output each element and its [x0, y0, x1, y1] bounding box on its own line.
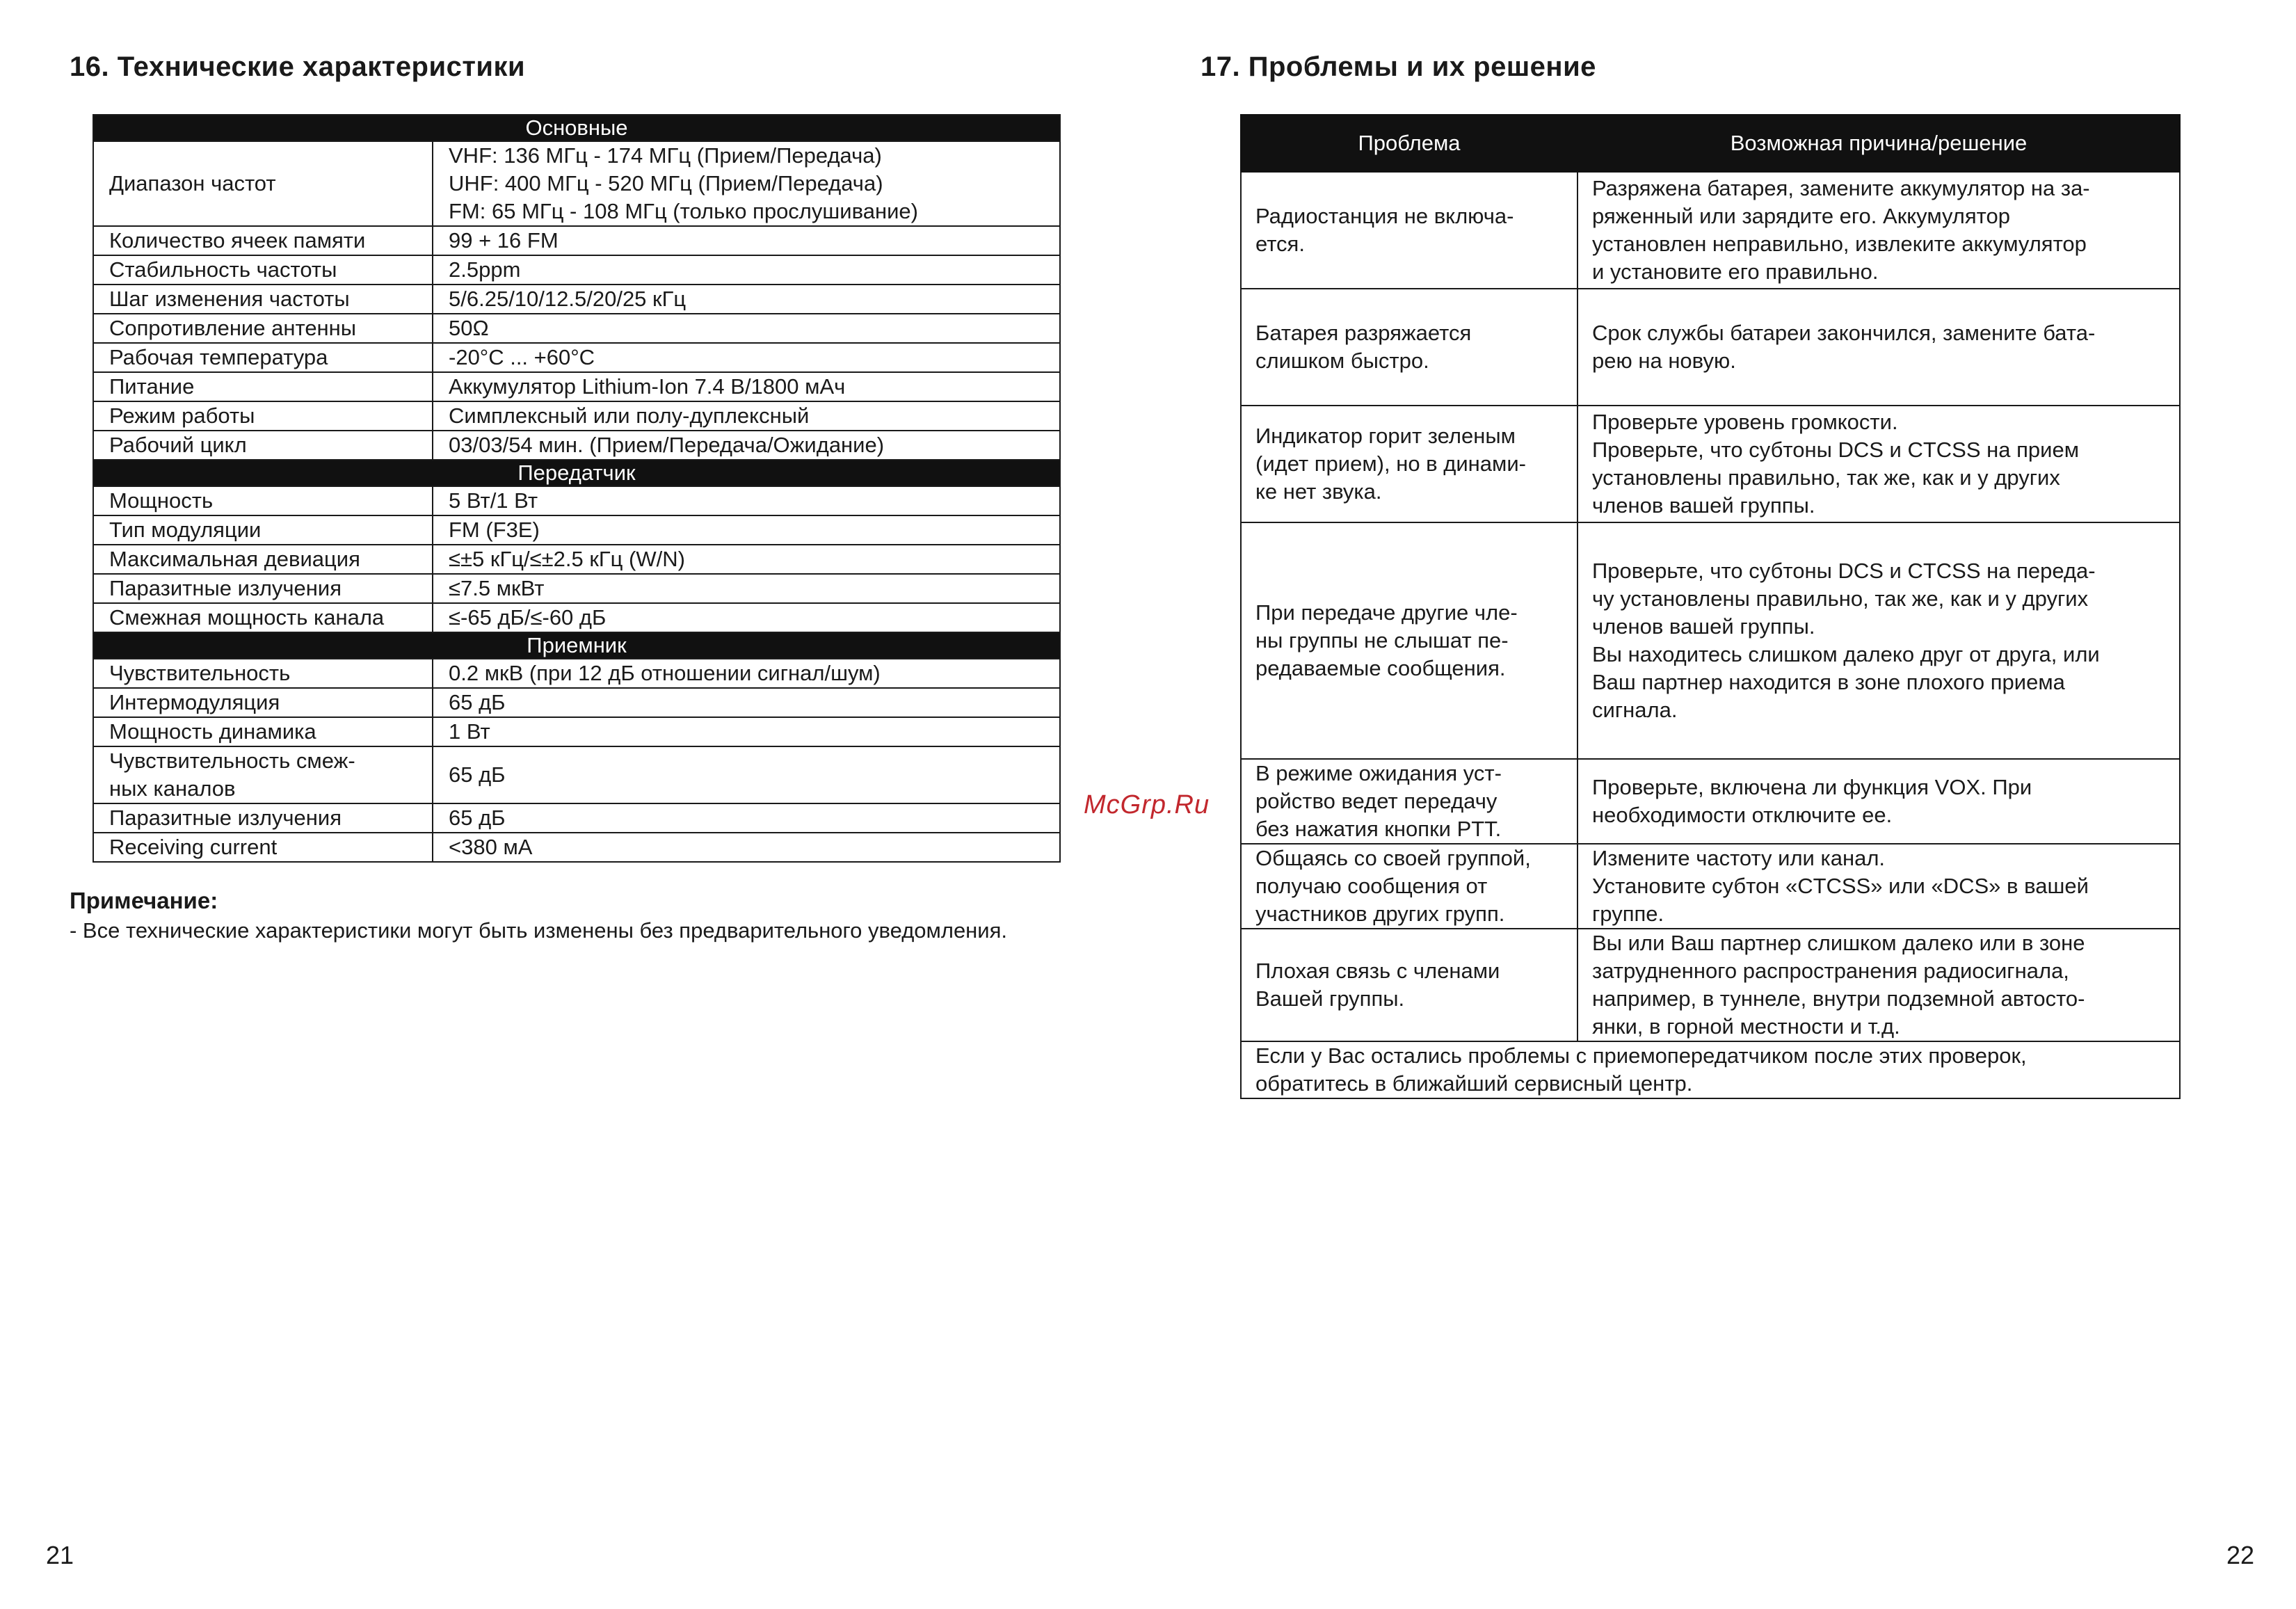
spec-value: [433, 314, 1060, 343]
spec-param: Интермодуляция: [93, 688, 433, 717]
spec-param: Тип модуляции: [93, 515, 433, 545]
spec-value: [433, 803, 1060, 833]
spec-param: Рабочий цикл: [93, 431, 433, 460]
table-row: [1241, 289, 2180, 406]
spec-value-line: Аккумулятор Lithium-Ion 7.4 В/1800 мАч: [449, 374, 846, 399]
spec-value-line: FM (F3E): [449, 518, 540, 542]
solution-line: янки, в горной местности и т.д.: [1592, 1014, 1900, 1039]
section-header: Передатчик: [93, 460, 1060, 486]
spec-row: [93, 343, 1060, 372]
solution-line: Срок службы батареи закончился, замените бата-: [1592, 321, 2096, 345]
spec-value-line: FM: 65 МГц - 108 МГц (только прослушивание): [449, 199, 918, 223]
spec-value-line: 2.5ppm: [449, 257, 521, 282]
table-row: [1241, 844, 2180, 929]
spec-value: [433, 545, 1060, 574]
spec-value-line: 99 + 16 FM: [449, 228, 559, 253]
spec-value-line: 5 Вт/1 Вт: [449, 488, 538, 513]
problem-line: При передаче другие чле-: [1255, 600, 1518, 625]
problem-line: В режиме ожидания уст-: [1255, 761, 1502, 785]
watermark: McGrp.Ru: [1084, 790, 1210, 819]
footer-cell: [1241, 1041, 2180, 1098]
table-row: [1241, 172, 2180, 289]
problem-line: Вашей группы.: [1255, 986, 1405, 1011]
specs-table: [93, 114, 1061, 863]
note-heading: Примечание:: [70, 888, 218, 913]
section-title-specs: 16. Технические характеристики: [70, 51, 526, 82]
problem-line: без нажатия кнопки PTT.: [1255, 817, 1502, 841]
table-row: [1241, 522, 2180, 759]
problem-line: Батарея разряжается: [1255, 321, 1472, 345]
spec-param: Режим работы: [93, 401, 433, 431]
spec-param: [93, 746, 433, 803]
spec-value: [433, 659, 1060, 688]
solution-line: Проверьте, включена ли функция VOX. При: [1592, 775, 2032, 799]
problem-line: ны группы не слышат пе-: [1255, 628, 1509, 653]
spec-row: [93, 141, 1060, 226]
solution-line: сигнала.: [1592, 698, 1678, 722]
solution-cell: [1578, 172, 2180, 289]
spec-param: Мощность динамика: [93, 717, 433, 746]
section-header-row: [93, 632, 1060, 659]
problem-cell: [1241, 289, 1578, 406]
spec-value-line: -20°C ... +60°C: [449, 345, 595, 369]
spec-row: [93, 833, 1060, 862]
solution-cell: [1578, 844, 2180, 929]
spec-row: [93, 401, 1060, 431]
problem-line: ке нет звука.: [1255, 479, 1382, 504]
problem-line: редаваемые сообщения.: [1255, 656, 1506, 680]
solution-cell: [1578, 759, 2180, 844]
solution-line: необходимости отключите ее.: [1592, 803, 1893, 827]
spec-value-line: 65 дБ: [449, 806, 506, 830]
spec-param: Receiving current: [93, 833, 433, 862]
problem-line: получаю сообщения от: [1255, 874, 1488, 898]
section-title-troubleshooting: 17. Проблемы и их решение: [1201, 51, 1596, 82]
spec-value-line: ≤±5 кГц/≤±2.5 кГц (W/N): [449, 547, 685, 571]
spec-param: Диапазон частот: [93, 141, 433, 226]
page-number-right: 22: [2226, 1541, 2254, 1569]
section-header-row: [93, 460, 1060, 486]
spec-param: Количество ячеек памяти: [93, 226, 433, 255]
spec-row: [93, 314, 1060, 343]
solution-cell: [1578, 929, 2180, 1041]
solution-line: Разряжена батарея, замените аккумулятор на за-: [1592, 176, 2090, 200]
section-header: Основные: [93, 115, 1060, 141]
spec-row: [93, 574, 1060, 603]
solution-line: Вы или Ваш партнер слишком далеко или в зоне: [1592, 931, 2085, 955]
spec-row: [93, 603, 1060, 632]
spec-value-line: 5/6.25/10/12.5/20/25 кГц: [449, 287, 687, 311]
column-header-problem: Проблема: [1241, 115, 1578, 172]
spec-value: [433, 255, 1060, 285]
spec-value-line: 0.2 мкВ (при 12 дБ отношении сигнал/шум): [449, 661, 881, 685]
solution-line: затрудненного распространения радиосигнала,: [1592, 959, 2069, 983]
solution-line: Измените частоту или канал.: [1592, 846, 1886, 870]
spec-row: [93, 803, 1060, 833]
spec-row: [93, 255, 1060, 285]
solution-line: Ваш партнер находится в зоне плохого приема: [1592, 670, 2065, 694]
solution-cell: [1578, 289, 2180, 406]
solution-line: чу установлены правильно, так же, как и у других: [1592, 586, 2089, 611]
table-row: [1241, 929, 2180, 1041]
solution-line: членов вашей группы.: [1592, 614, 1815, 639]
spec-value: [433, 574, 1060, 603]
spec-value: [433, 431, 1060, 460]
solution-line: установлены правильно, так же, как и у других: [1592, 465, 2060, 490]
spec-value: [433, 717, 1060, 746]
spec-value-line: 50Ω: [449, 316, 489, 340]
problem-line: участников других групп.: [1255, 902, 1505, 926]
solution-line: Проверьте уровень громкости.: [1592, 410, 1898, 434]
spec-value-line: <380 мА: [449, 835, 533, 859]
problem-line: Плохая связь с членами: [1255, 959, 1500, 983]
solution-cell: [1578, 406, 2180, 522]
spec-param: Шаг изменения частоты: [93, 285, 433, 314]
troubleshooting-table: [1240, 114, 2181, 1099]
problem-line: Радиостанция не включа-: [1255, 204, 1514, 228]
spec-param: Паразитные излучения: [93, 574, 433, 603]
solution-line: Вы находитесь слишком далеко друг от друга, или: [1592, 642, 2100, 666]
problem-cell: [1241, 522, 1578, 759]
spec-param: Паразитные излучения: [93, 803, 433, 833]
spec-value-line: 03/03/54 мин. (Прием/Передача/Ожидание): [449, 433, 885, 457]
spec-value: [433, 833, 1060, 862]
solution-line: Проверьте, что субтоны DCS и CTCSS на переда-: [1592, 559, 2096, 583]
section-header-row: [93, 115, 1060, 141]
table-row: [1241, 406, 2180, 522]
problem-line: ройство ведет передачу: [1255, 789, 1498, 813]
footer-line: обратитесь в ближайший сервисный центр.: [1255, 1071, 1693, 1096]
spec-row: [93, 372, 1060, 401]
spec-value-line: 1 Вт: [449, 719, 490, 744]
spec-param: Сопротивление антенны: [93, 314, 433, 343]
solution-line: Проверьте, что субтоны DCS и CTCSS на прием: [1592, 438, 2080, 462]
note-text: - Все технические характеристики могут быть изменены без предварительного уведомления.: [70, 918, 1008, 943]
spec-value: [433, 285, 1060, 314]
spec-row: [93, 717, 1060, 746]
table-row: [1241, 759, 2180, 844]
spec-value: [433, 486, 1060, 515]
section-header: Приемник: [93, 632, 1060, 659]
problem-cell: [1241, 406, 1578, 522]
footer-row: [1241, 1041, 2180, 1098]
solution-line: группе.: [1592, 902, 1664, 926]
spec-value-line: 65 дБ: [449, 690, 506, 714]
spec-value: [433, 688, 1060, 717]
spec-row: [93, 545, 1060, 574]
spec-row: [93, 746, 1060, 803]
spec-value-line: UHF: 400 МГц - 520 МГц (Прием/Передача): [449, 171, 883, 195]
spec-value-line: Симплексный или полу-дуплексный: [449, 403, 810, 428]
footer-line: Если у Вас остались проблемы с приемопередатчиком после этих проверок,: [1255, 1043, 2027, 1068]
spec-value: [433, 141, 1060, 226]
table-header-row: [1241, 115, 2180, 172]
spec-row: [93, 659, 1060, 688]
spec-row: [93, 688, 1060, 717]
spec-value-line: ≤7.5 мкВт: [449, 576, 545, 600]
spec-value: [433, 401, 1060, 431]
spec-param-line: ных каналов: [109, 776, 236, 801]
spec-row: [93, 486, 1060, 515]
solution-line: например, в туннеле, внутри подземной автосто-: [1592, 986, 2085, 1011]
problem-cell: [1241, 929, 1578, 1041]
solution-line: установлен неправильно, извлеките аккумулятор: [1592, 232, 2087, 256]
spec-row: [93, 431, 1060, 460]
spec-value: [433, 603, 1060, 632]
spec-param: Мощность: [93, 486, 433, 515]
spec-row: [93, 515, 1060, 545]
problem-line: слишком быстро.: [1255, 349, 1429, 373]
column-header-solution: Возможная причина/решение: [1578, 115, 2180, 172]
spec-param: Максимальная девиация: [93, 545, 433, 574]
solution-line: членов вашей группы.: [1592, 493, 1815, 518]
spec-value: [433, 515, 1060, 545]
spec-param: Рабочая температура: [93, 343, 433, 372]
spec-value-line: 65 дБ: [449, 762, 506, 787]
spec-param: Чувствительность: [93, 659, 433, 688]
spec-param: Стабильность частоты: [93, 255, 433, 285]
problem-line: (идет прием), но в динами-: [1255, 451, 1526, 476]
spec-row: [93, 285, 1060, 314]
problem-line: Индикатор горит зеленым: [1255, 424, 1516, 448]
spec-row: [93, 226, 1060, 255]
spec-value-line: ≤-65 дБ/≤-60 дБ: [449, 605, 607, 630]
page-number-left: 21: [46, 1541, 74, 1569]
spec-value: [433, 343, 1060, 372]
problem-line: ется.: [1255, 232, 1305, 256]
spec-value: [433, 746, 1060, 803]
spec-param-line: Чувствительность смеж-: [109, 749, 355, 773]
spec-value: [433, 372, 1060, 401]
spec-param: Смежная мощность канала: [93, 603, 433, 632]
spec-value: [433, 226, 1060, 255]
problem-cell: [1241, 759, 1578, 844]
solution-line: и установите его правильно.: [1592, 259, 1879, 284]
spec-value-line: VHF: 136 МГц - 174 МГц (Прием/Передача): [449, 143, 882, 168]
solution-line: рею на новую.: [1592, 349, 1736, 373]
solution-line: ряженный или зарядите его. Аккумулятор: [1592, 204, 2011, 228]
problem-line: Общаясь со своей группой,: [1255, 846, 1531, 870]
problem-cell: [1241, 172, 1578, 289]
solution-cell: [1578, 522, 2180, 759]
right-page: [1148, 0, 2296, 1609]
solution-line: Установите субтон «CTCSS» или «DCS» в вашей: [1592, 874, 2089, 898]
problem-cell: [1241, 844, 1578, 929]
spec-param: Питание: [93, 372, 433, 401]
